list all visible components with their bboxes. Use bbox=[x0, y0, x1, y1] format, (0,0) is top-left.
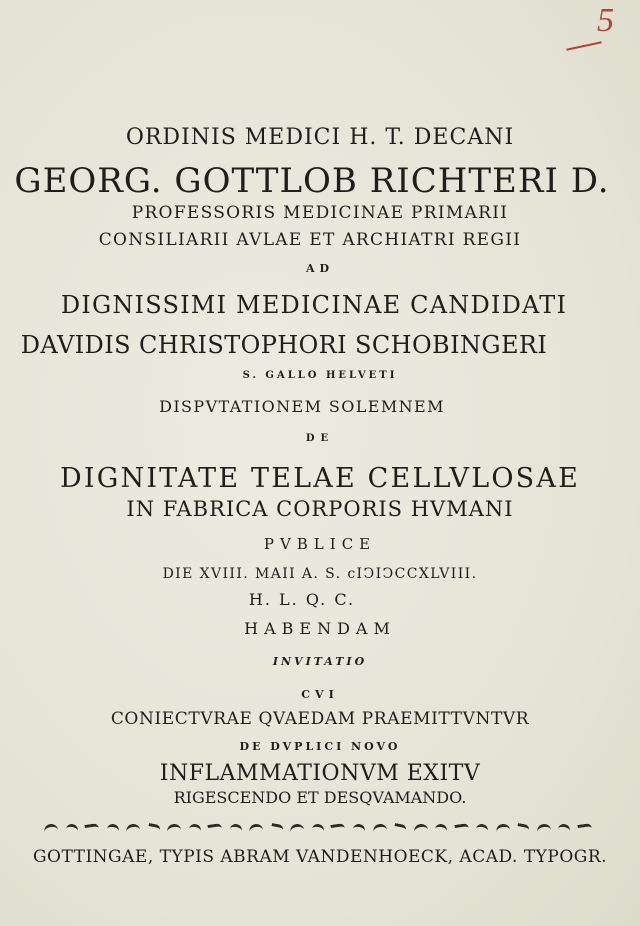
ornament-mark bbox=[372, 823, 387, 835]
ornament-mark bbox=[249, 823, 264, 835]
ornament-mark bbox=[84, 823, 99, 835]
ornament-mark bbox=[454, 823, 469, 835]
dean-title-1: PROFESSORIS MEDICINAE PRIMARII bbox=[131, 203, 509, 223]
ornament-mark bbox=[167, 823, 182, 835]
ornament-mark bbox=[536, 823, 551, 835]
ornamental-rule bbox=[44, 822, 592, 836]
abbreviation-line: H. L. Q. C. bbox=[248, 590, 356, 609]
ornament-mark bbox=[558, 823, 572, 835]
invitatio-label: INVITATIO bbox=[272, 655, 368, 668]
ornament-mark bbox=[147, 823, 161, 835]
ornament-mark bbox=[125, 823, 140, 835]
de-duplici-line: DE DVPLICI NOVO bbox=[239, 740, 401, 753]
ornament-mark bbox=[270, 823, 284, 835]
date-line: DIE XVIII. MAII A. S. cIↃIↃCCXLVIII. bbox=[162, 566, 478, 582]
ornament-mark bbox=[577, 823, 592, 835]
dean-name: GEORG. GOTTLOB RICHTERI D. bbox=[14, 161, 610, 201]
ornament-mark bbox=[495, 823, 510, 835]
ornament-mark bbox=[65, 823, 79, 835]
disputation-label: DISPVTATIONEM SOLEMNEM bbox=[159, 397, 445, 416]
preposition-ad: AD bbox=[305, 262, 335, 275]
dissertation-subtitle: IN FABRICA CORPORIS HVMANI bbox=[126, 497, 514, 521]
folio-underline bbox=[566, 41, 602, 50]
dean-heading: ORDINIS MEDICI H. T. DECANI bbox=[125, 125, 515, 150]
dissertation-title: DIGNITATE TELAE CELLVLOSAE bbox=[60, 463, 580, 494]
cvi-label: CVI bbox=[301, 688, 339, 701]
inflammationum-line: INFLAMMATIONVM EXITV bbox=[159, 761, 481, 786]
ornament-mark bbox=[229, 823, 243, 835]
publice-label: PVBLICE bbox=[263, 535, 377, 553]
folio-number: 5 bbox=[597, 2, 614, 39]
ornament-mark bbox=[290, 823, 305, 835]
candidate-name: DAVIDIS CHRISTOPHORI SCHOBINGERI bbox=[20, 331, 548, 359]
ornament-mark bbox=[475, 823, 489, 835]
ornament-mark bbox=[106, 823, 120, 835]
ornament-mark bbox=[516, 823, 530, 835]
ornament-mark bbox=[393, 823, 407, 835]
rigescendo-line: RIGESCENDO ET DESQVAMANDO. bbox=[173, 788, 467, 807]
imprint-line: GOTTINGAE, TYPIS ABRAM VANDENHOECK, ACAD. TYPOGR. bbox=[32, 847, 608, 867]
preposition-de: DE bbox=[305, 433, 335, 444]
ornament-mark bbox=[413, 823, 428, 835]
ornament-mark bbox=[188, 823, 202, 835]
ornament-mark bbox=[208, 823, 223, 835]
ornament-mark bbox=[311, 823, 325, 835]
candidate-origin: S. GALLO HELVETI bbox=[242, 370, 398, 381]
ornament-mark bbox=[331, 823, 346, 835]
ornament-mark bbox=[434, 823, 448, 835]
ornament-mark bbox=[43, 823, 58, 835]
candidate-heading: DIGNISSIMI MEDICINAE CANDIDATI bbox=[60, 291, 568, 319]
ornament-mark bbox=[352, 823, 366, 835]
coniecturae-line: CONIECTVRAE QVAEDAM PRAEMITTVNTVR bbox=[110, 709, 530, 729]
dean-title-2: CONSILIARII AVLAE ET ARCHIATRI REGII bbox=[98, 230, 522, 250]
habendam-label: HABENDAM bbox=[244, 619, 396, 638]
